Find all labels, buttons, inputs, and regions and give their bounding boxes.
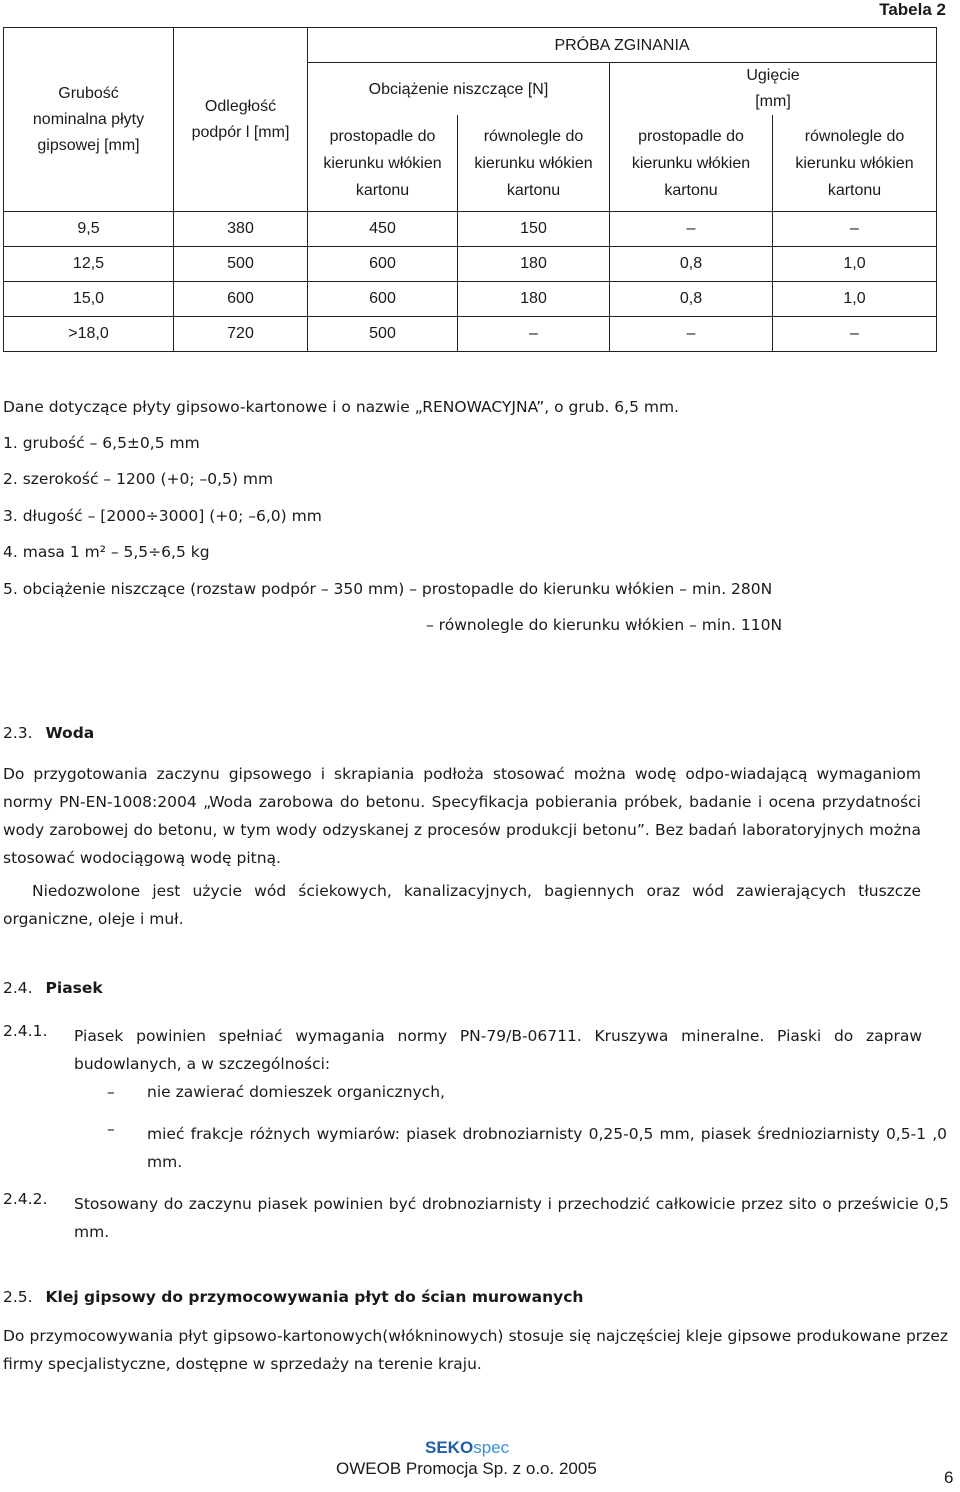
table-cell: >18,0 <box>4 317 174 352</box>
table-cell: 15,0 <box>4 282 174 317</box>
bullet-mark: – <box>107 1083 115 1101</box>
table-cell: 500 <box>308 317 458 352</box>
brand-logo: SEKOspec <box>425 1438 510 1457</box>
table-cell: 380 <box>174 212 308 247</box>
table-cell: – <box>458 317 610 352</box>
list-item: 1. grubość – 6,5±0,5 mm <box>3 434 200 452</box>
header-deflection-perpendicular: prostopadle do kierunku włókien kartonu <box>610 115 773 212</box>
table-row <box>4 247 937 282</box>
table-row <box>4 317 937 352</box>
table-cell: 1,0 <box>773 247 937 282</box>
table-cell: 9,5 <box>4 212 174 247</box>
section-heading-woda <box>3 724 94 742</box>
table-cell: – <box>610 212 773 247</box>
section-number: 2.5. <box>3 1288 33 1306</box>
section-title: Piasek <box>45 979 103 997</box>
table-cell: – <box>773 317 937 352</box>
header-load-perpendicular: prostopadle do kierunku włókien kartonu <box>308 115 458 212</box>
header-breaking-load: Obciążenie niszczące [N] <box>308 63 610 116</box>
piasek-paragraph-2: Stosowany do zaczynu piasek powinien być drobnoziarnisty i przechodzić całkowicie przez sito o prześwicie 0,5 mm. <box>74 1195 949 1241</box>
table-cell: 0,8 <box>610 247 773 282</box>
list-item: 5. obciążenie niszczące (rozstaw podpór – 350 mm) – prostopadle do kierunku włókien – min. 280N <box>3 580 773 598</box>
table-cell: – <box>610 317 773 352</box>
section-number: 2.4. <box>3 979 33 997</box>
table-cell: 12,5 <box>4 247 174 282</box>
table-caption: Tabela 2 <box>879 0 946 19</box>
subsection-number: 2.4.1. <box>3 1022 48 1040</box>
header-load-parallel: równolegle do kierunku włókien kartonu <box>458 115 610 212</box>
table-cell: 180 <box>458 282 610 317</box>
table-cell: 500 <box>174 247 308 282</box>
section-title: Klej gipsowy do przymocowywania płyt do ścian murowanych <box>45 1288 584 1306</box>
table-cell: – <box>773 212 937 247</box>
section-number: 2.3. <box>3 724 33 742</box>
header-deflection: Ugięcie [mm] <box>610 63 937 116</box>
header-thickness: Grubość nominalna płyty gipsowej [mm] <box>4 28 174 212</box>
table-cell: 180 <box>458 247 610 282</box>
header-bending-test: PRÓBA ZGINANIA <box>308 28 937 63</box>
table-cell: 600 <box>308 247 458 282</box>
subsection-number: 2.4.2. <box>3 1190 48 1208</box>
table-cell: 450 <box>308 212 458 247</box>
list-item: 3. długość – [2000÷3000] (+0; –6,0) mm <box>3 507 322 525</box>
klej-paragraph: Do przymocowywania płyt gipsowo-kartonowych(włókninowych) stosuje się najczęściej kleje gipsowe produkowane przez firmy specjalistyczne, dostępne w sprzedaży na terenie kraju. <box>3 1327 948 1373</box>
bending-test-table <box>3 27 937 352</box>
list-item: mieć frakcje różnych wymiarów: piasek drobnoziarnisty 0,25-0,5 mm, piasek średnioziarnisty 0,5-1 ,0 mm. <box>147 1125 947 1171</box>
table-cell: 150 <box>458 212 610 247</box>
woda-paragraph-2: Niedozwolone jest użycie wód ściekowych, kanalizacyjnych, bagiennych oraz wód zawierających tłuszcze organiczne, oleje i muł. <box>3 882 921 928</box>
bullet-mark: – <box>107 1120 115 1138</box>
table-cell: 600 <box>308 282 458 317</box>
list-item: 4. masa 1 m² – 5,5÷6,5 kg <box>3 543 210 561</box>
list-item: – równolegle do kierunku włókien – min. 110N <box>426 616 783 634</box>
table-cell: 600 <box>174 282 308 317</box>
list-item: nie zawierać domieszek organicznych, <box>147 1083 445 1101</box>
renowacyjna-intro: Dane dotyczące płyty gipsowo-kartonowe i o nazwie „RENOWACYJNA”, o grub. 6,5 mm. <box>3 398 679 416</box>
woda-paragraph-1: Do przygotowania zaczynu gipsowego i skrapiania podłoża stosować można wodę odpo-wiadającą wymaganiom normy PN-EN-1008:2004 „Woda zarobowa do betonu. Specyfikacja pobierania próbek, badanie i ocena przydatności wody zarobowej do betonu, w tym wody odzyskanej z procesów produkcji betonu”. Bez badań laboratoryjnych można stosować wodociągową wodę pitną. <box>3 765 921 867</box>
table-cell: 1,0 <box>773 282 937 317</box>
section-title: Woda <box>45 724 95 742</box>
table-cell: 720 <box>174 317 308 352</box>
footer-company: OWEOB Promocja Sp. z o.o. 2005 <box>336 1459 597 1478</box>
list-item: 2. szerokość – 1200 (+0; –0,5) mm <box>3 470 274 488</box>
header-deflection-parallel: równolegle do kierunku włókien kartonu <box>773 115 937 212</box>
section-heading-piasek <box>3 979 103 997</box>
table-row <box>4 282 937 317</box>
table-cell: 0,8 <box>610 282 773 317</box>
header-span: Odległość podpór l [mm] <box>174 28 308 212</box>
page-number: 6 <box>944 1468 954 1487</box>
section-heading-klej <box>3 1288 583 1306</box>
table-row <box>4 212 937 247</box>
piasek-paragraph-1: Piasek powinien spełniać wymagania normy PN-79/B-06711. Kruszywa mineralne. Piaski do zapraw budowlanych, a w szczególności: <box>74 1027 922 1073</box>
